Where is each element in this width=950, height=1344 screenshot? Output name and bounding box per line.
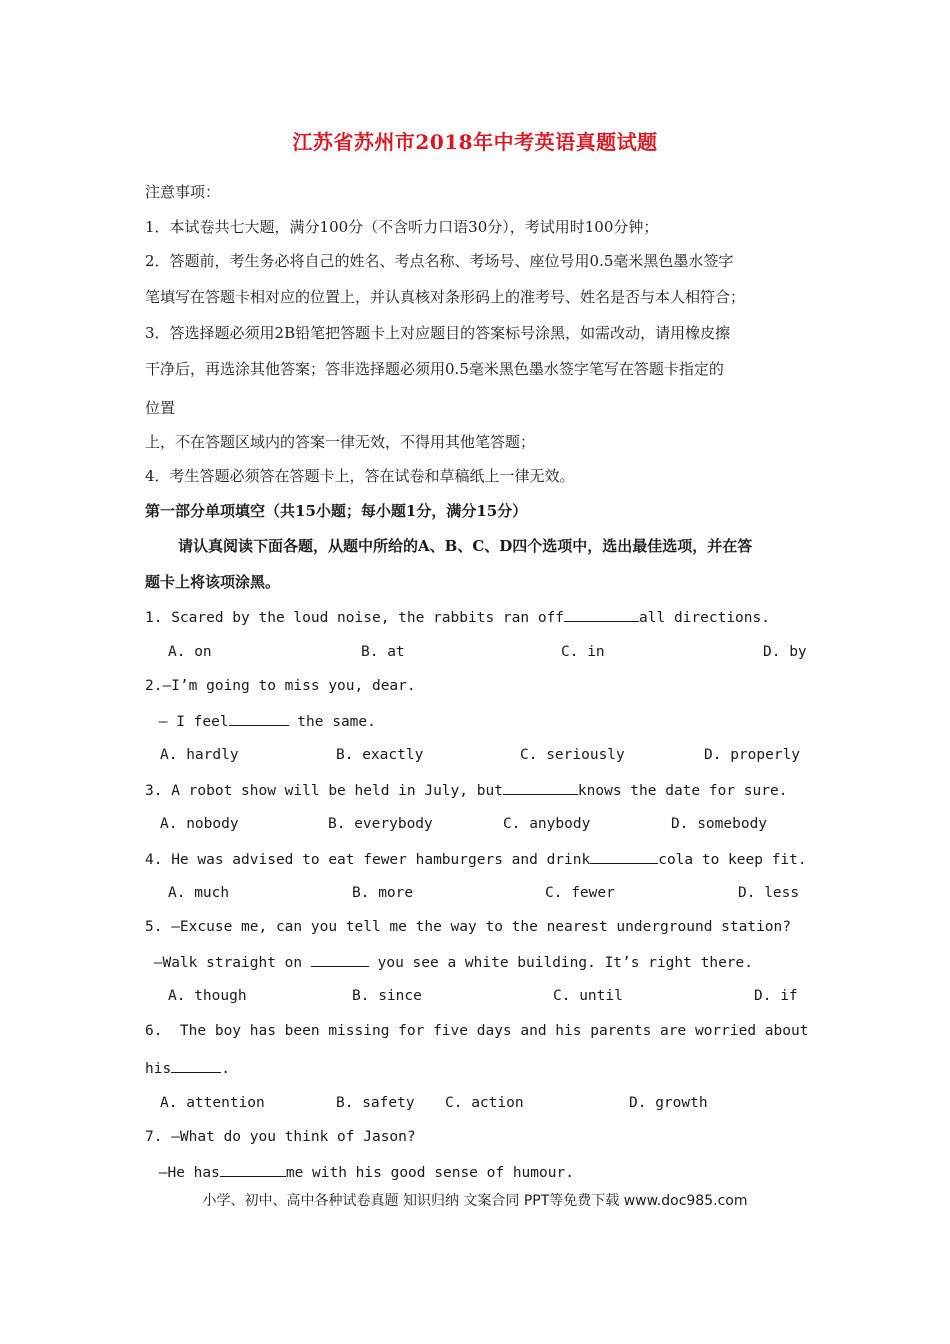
note-1: 1．本试卷共七大题，满分100分（不含听力口语30分），考试用时100分钟；: [145, 218, 659, 236]
question-1: 1. Scared by the loud noise, the rabbits ran off all directions.: [145, 606, 770, 629]
q5-option-a: A. though: [168, 988, 247, 1004]
q1-option-c: C. in: [561, 644, 605, 660]
note-4: 4．考生答题必须答在答题卡上，答在试卷和草稿纸上一律无效。: [145, 467, 575, 485]
question-7-response: —He has me with his good sense of humour.: [150, 1161, 574, 1184]
question-2: 2.—I’m going to miss you, dear.: [145, 678, 416, 694]
note-3b: 干净后，再选涂其他答案；答非选择题必须用0.5毫米黑色墨水签字笔写在答题卡指定的: [145, 360, 724, 378]
q3-option-d: D. somebody: [671, 816, 768, 832]
question-6-continued: his .: [145, 1057, 230, 1080]
q3-option-c: C. anybody: [503, 816, 591, 832]
part1-instruction-a: 请认真阅读下面各题，从题中所给的A、B、C、D四个选项中，选出最佳选项，并在答: [178, 537, 753, 555]
q1-option-a: A. on: [168, 644, 212, 660]
answer-blank: [590, 848, 658, 864]
note-3d: 上，不在答题区域内的答案一律无效，不得用其他笔答题；: [145, 433, 536, 451]
note-3c: 位置: [145, 399, 176, 417]
note-2b: 笔填写在答题卡相对应的位置上，并认真核对条形码上的准考号、姓名是否与本人相符合；: [145, 288, 746, 306]
question-3: 3. A robot show will be held in July, but knows the date for sure.: [145, 779, 787, 802]
note-2a: 2．答题前，考生务必将自己的姓名、考点名称、考场号、座位号用0.5毫米黑色墨水签字: [145, 252, 734, 270]
q1-option-d: D. by: [763, 644, 807, 660]
question-5-response: —Walk straight on you see a white building. It’s right there.: [145, 951, 753, 974]
question-5: 5. —Excuse me, can you tell me the way to the nearest underground station?: [145, 919, 792, 935]
q4-option-a: A. much: [168, 885, 230, 901]
note-3a: 3．答选择题必须用2B铅笔把答题卡上对应题目的答案标号涂黑，如需改动，请用橡皮擦: [145, 324, 731, 342]
question-4: 4. He was advised to eat fewer hamburgers and drink cola to keep fit.: [145, 848, 807, 871]
q6-option-b: B. safety: [336, 1095, 415, 1111]
q6-option-a: A. attention: [160, 1095, 265, 1111]
q1-option-b: B. at: [361, 644, 405, 660]
q2-option-d: D. properly: [704, 747, 801, 763]
q4-option-b: B. more: [352, 885, 414, 901]
question-6: 6. The boy has been missing for five days and his parents are worried about: [145, 1023, 809, 1039]
answer-blank: [220, 1161, 286, 1177]
q6-option-d: D. growth: [629, 1095, 708, 1111]
q5-option-b: B. since: [352, 988, 422, 1004]
answer-blank: [503, 779, 578, 795]
q2-option-c: C. seriously: [520, 747, 625, 763]
q6-option-c: C. action: [445, 1095, 524, 1111]
answer-blank: [564, 606, 639, 622]
question-7: 7. —What do you think of Jason?: [145, 1129, 416, 1145]
q4-option-c: C. fewer: [545, 885, 615, 901]
page-title: 江苏省苏州市2018年中考英语真题试题: [292, 130, 658, 154]
q3-option-a: A. nobody: [160, 816, 239, 832]
q2-option-b: B. exactly: [336, 747, 424, 763]
part1-heading: 第一部分单项填空（共15小题；每小题1分，满分15分）: [145, 502, 528, 520]
question-2-response: — I feel the same.: [150, 710, 376, 733]
notes-heading: 注意事项：: [145, 183, 221, 201]
footer-watermark: 小学、初中、高中各种试卷真题 知识归纳 文案合同 PPT等免费下载 www.doc985.com: [202, 1193, 748, 1209]
q3-option-b: B. everybody: [328, 816, 433, 832]
answer-blank: [171, 1057, 221, 1073]
answer-blank: [229, 710, 289, 726]
answer-blank: [311, 951, 369, 967]
part1-instruction-b: 题卡上将该项涂黑。: [145, 573, 281, 591]
q5-option-c: C. until: [553, 988, 623, 1004]
q5-option-d: D. if: [754, 988, 798, 1004]
q4-option-d: D. less: [738, 885, 800, 901]
q2-option-a: A. hardly: [160, 747, 239, 763]
